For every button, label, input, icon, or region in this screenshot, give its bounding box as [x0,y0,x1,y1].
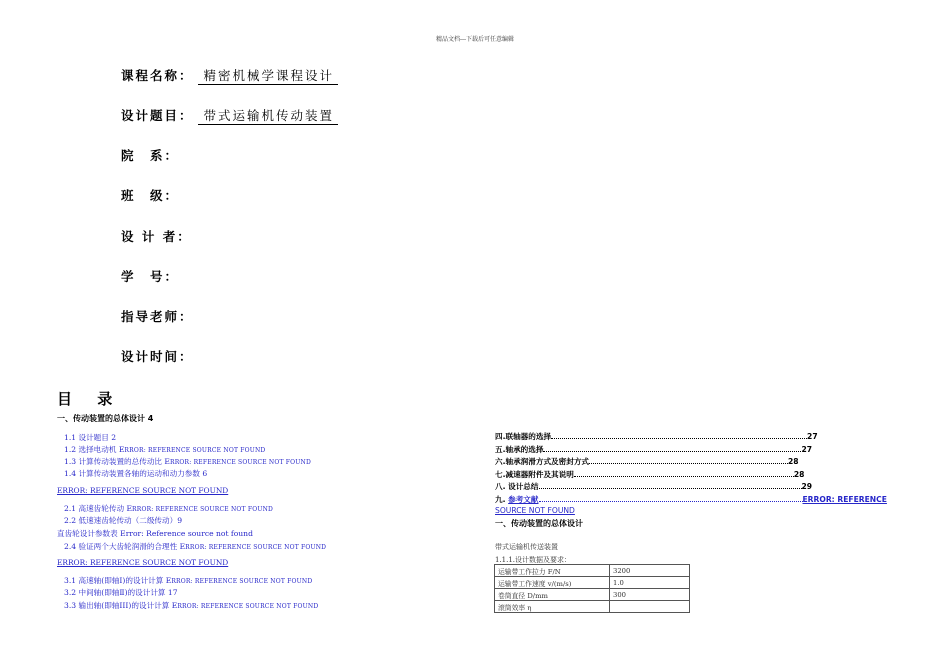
design-topic-row [121,106,338,125]
department-label: 院 系： [121,148,180,163]
design-time-label: 设计时间： [121,349,194,364]
toc-link-suffix: RROR: REFERENCE SOURCE NOT FOUND [124,447,266,454]
table-cell-param: 滚筒效率 η [495,601,610,613]
toc-leader [551,438,807,439]
toc-entry-page: 27 [801,445,813,454]
toc-entry-lubrication[interactable] [495,456,799,467]
page-header: 精品文档---下载后可任意编辑 [435,36,515,43]
table-row [495,577,690,589]
toc-entry-page: 29 [801,482,813,491]
toc-entry-references[interactable] [495,494,887,505]
toc-entry-coupling[interactable] [495,431,818,442]
toc-entry-label: 六.轴承润滑方式及密封方式 [495,457,590,466]
toc-entry-page: 28 [788,457,799,466]
toc-link-text: 3.1 高速轴(即轴Ⅰ)的设计计算 E [64,576,172,585]
toc-link-text: 2.1 高速齿轮传动 E [64,504,133,513]
toc-link-text: 1.4 计算传动装置各轴的运动和动力参数 6 [64,469,208,478]
table-cell-param: 运输带工作拉力 F/N [495,565,610,577]
designer-label: 设 计 者： [121,229,192,244]
toc-link-1-3[interactable] [64,456,311,467]
table-cell-value: 1.0 [610,577,690,589]
toc-link-3-2[interactable] [64,587,178,598]
advisor-label: 指导老师： [121,309,194,324]
toc-leader [539,501,803,502]
toc-entry-label: 八. 设计总结 [495,482,539,491]
toc-link-text: 1.2 选择电动机 E [64,445,125,454]
toc-link-suffix: RROR: REFERENCE SOURCE NOT FOUND [132,506,274,513]
toc-entry-label: 参考文献 [508,495,539,504]
toc-entry-label: 四.联轴器的选择 [495,432,552,441]
toc-entry-label: 七.减速器附件及其说明 [495,470,574,479]
toc-link-suffix: RROR: REFERENCE SOURCE NOT FOUND [177,603,319,610]
toc-link-1-4[interactable] [64,468,207,479]
toc-link-1-1[interactable] [64,432,116,443]
toc-link-text: 1.1 设计题目 2 [64,433,117,442]
toc-entry-error: ERROR: REFERENCE [802,495,887,504]
class-label: 班 级： [121,188,180,203]
table-cell-value [610,601,690,613]
toc-leader [589,463,788,464]
toc-link-text: 3.2 中间轴(即轴Ⅱ)的设计计算 17 [64,588,178,597]
toc-link-1-2[interactable] [64,444,265,455]
toc-leader [539,488,802,489]
table-cell-value: 3200 [610,565,690,577]
toc-link-gear-table[interactable]: 直齿轮设计参数表 Error: Reference source not found [57,529,253,538]
toc-link-2-2[interactable] [64,515,182,526]
toc-link-suffix: RROR: REFERENCE SOURCE NOT FOUND [169,459,312,466]
table-cell-param: 运输带工作速度 v/(m/s) [495,577,610,589]
table-row [495,565,690,577]
toc-link-3-3[interactable] [64,600,318,611]
toc-title: 目 录 [57,390,123,408]
table-row [495,589,690,601]
toc-entry-bearing[interactable] [495,444,812,455]
toc-leader [574,476,794,477]
toc-section-1: 一、传动装置的总体设计 4 [57,414,154,423]
section-one-subtitle: 带式运输机传送装置 [495,543,558,551]
toc-leader [543,451,801,452]
design-topic-value: 带式运输机传动装置 [198,106,339,125]
toc-error-section-3[interactable]: ERROR: REFERENCE SOURCE NOT FOUND [57,558,229,567]
toc-link-text: 3.3 输出轴(即轴III)的设计计算 E [64,601,178,610]
course-name-label: 课程名称： [121,68,194,83]
toc-error-section-2[interactable]: ERROR: REFERENCE SOURCE NOT FOUND [57,486,229,495]
toc-link-text: 2.4 验证两个大齿轮润滑的合理性 E [64,542,186,551]
toc-entry-number: 九. [495,495,509,504]
toc-link-text: 1.3 计算传动装置的总传动比 E [64,457,170,466]
toc-link-suffix: RROR: REFERENCE SOURCE NOT FOUND [185,544,327,551]
table-cell-value: 300 [610,589,690,601]
toc-link-suffix: RROR: REFERENCE SOURCE NOT FOUND [171,578,313,585]
section-one-title: 一、传动装置的总体设计 [495,519,583,528]
design-data-heading: 1.1.1.设计数据及要求： [495,556,572,564]
table-row [495,601,690,613]
course-name-value: 精密机械学课程设计 [198,66,339,85]
table-cell-param: 卷筒直径 D/mm [495,589,610,601]
course-name-row [121,66,338,85]
design-data-table [494,564,690,613]
toc-entry-accessories[interactable] [495,469,804,480]
toc-link-2-1[interactable] [64,503,273,514]
toc-link-2-4[interactable] [64,541,326,552]
toc-link-text: 2.2 低速速齿轮传动（二级传动）9 [64,516,183,525]
design-topic-label: 设计题目： [121,108,194,123]
toc-link-3-1[interactable] [64,575,312,586]
toc-entry-page: 28 [793,470,805,479]
toc-entry-references-error[interactable]: SOURCE NOT FOUND [495,506,575,515]
toc-entry-page: 27 [807,432,818,441]
student-id-label: 学 号： [121,269,180,284]
toc-entry-summary[interactable] [495,481,812,492]
toc-entry-label: 五.轴承的选择 [495,445,544,454]
